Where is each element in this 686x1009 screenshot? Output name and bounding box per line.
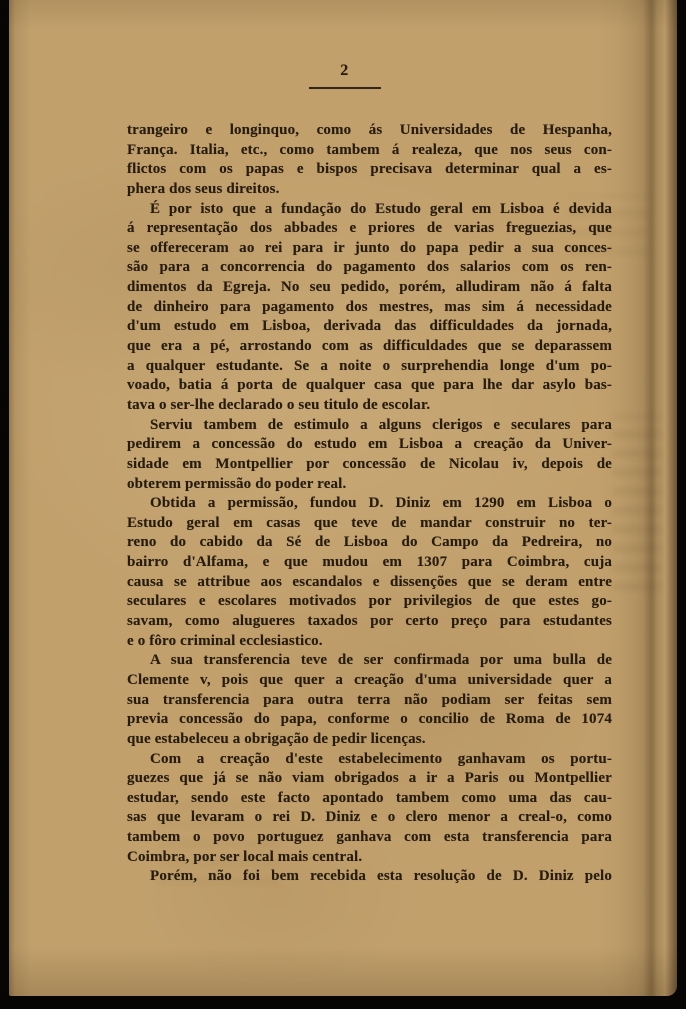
text-line: França. Italia, etc., como tambem á realeza, que nos seus con- bbox=[127, 141, 612, 158]
text-line: previa concessão do papa, conforme o concilio de Roma de 1074 bbox=[127, 711, 612, 728]
bleed-through-smudge bbox=[613, 415, 661, 590]
text-line: sas que levaram o rei D. Diniz e o clero menor a creal-o, como bbox=[127, 809, 612, 826]
text-line: dimentos da Egreja. No seu pedido, porém, alludiram não á falta bbox=[127, 279, 612, 296]
text-line: guezes que já se não viam obrigados a ir a Paris ou Montpellier bbox=[127, 770, 612, 787]
paragraph bbox=[127, 416, 612, 495]
text-line: Serviu tambem de estimulo a alguns clerigos e seculares para bbox=[150, 416, 612, 433]
page-number-rule bbox=[309, 87, 381, 89]
text-line: a qualquer estudante. Se a noite o surprehendia longe d'um po- bbox=[127, 357, 612, 374]
text-line: voado, batia á porta de qualquer casa que para lhe dar asylo bas- bbox=[127, 377, 612, 394]
paragraph bbox=[127, 651, 612, 749]
text-line: que era a pé, arrostando com as difficuldades que se deparassem bbox=[127, 338, 612, 355]
text-line: e o fôro criminal ecclesiastico. bbox=[127, 632, 323, 649]
text-line: tava o ser-lhe declarado o seu titulo de escolar. bbox=[127, 396, 431, 413]
text-line: obterem permissão do poder real. bbox=[127, 475, 347, 492]
text-line: savam, como alugueres taxados por certo preço para estudantes bbox=[127, 613, 612, 630]
page-header bbox=[102, 62, 587, 89]
paragraph bbox=[127, 494, 612, 651]
text-line: sidade em Montpellier por concessão de Nicolau iv, depois de bbox=[127, 455, 612, 472]
text-line: É por isto que a fundação do Estudo geral em Lisboa é devida bbox=[150, 200, 612, 217]
text-line: á representação dos abbades e priores de varias freguezias, que bbox=[127, 220, 612, 237]
text-line: d'um estudo em Lisboa, derivada das difficuldades da jornada, bbox=[127, 318, 612, 335]
text-line: estudar, sendo este facto apontado tambem como uma das cau- bbox=[127, 789, 612, 806]
text-line: phera dos seus direitos. bbox=[127, 180, 280, 197]
paragraph bbox=[127, 750, 612, 868]
text-line: bairro d'Alfama, e que mudou em 1307 para Coimbra, cuja bbox=[127, 554, 612, 571]
text-line: seculares e escolares motivados por privilegios de que estes go- bbox=[127, 593, 612, 610]
text-line: flictos com os papas e bispos precisava determinar qual a es- bbox=[127, 161, 612, 178]
text-line: que estabeleceu a obrigação de pedir licenças. bbox=[127, 730, 426, 747]
text-line: Estudo geral em casas que teve de mandar construir no ter- bbox=[127, 514, 612, 531]
text-line: Obtida a permissão, fundou D. Diniz em 1290 em Lisboa o bbox=[150, 495, 612, 512]
paragraph bbox=[127, 867, 612, 887]
text-line: se offereceram ao rei para ir junto do papa pedir a sua conces- bbox=[127, 239, 612, 256]
paragraph bbox=[127, 200, 612, 416]
text-line: trangeiro e longinquo, como ás Universidades de Hespanha, bbox=[127, 122, 612, 138]
text-line: reno do cabido da Sé de Lisboa do Campo da Pedreira, no bbox=[127, 534, 612, 551]
text-line: Clemente v, pois que quer a creação d'uma universidade quer a bbox=[127, 671, 612, 688]
page-text bbox=[127, 121, 612, 887]
text-line: Porém, não foi bem recebida esta resolução de D. Diniz pelo bbox=[150, 868, 612, 885]
text-line: pedirem a concessão do estudo em Lisboa a creação da Univer- bbox=[127, 436, 612, 453]
text-line: tambem o povo portuguez ganhava com esta transferencia para bbox=[127, 829, 612, 846]
text-line: causa se attribue aos escandalos e dissenções que se deram entre bbox=[127, 573, 612, 590]
text-line: Coimbra, por ser local mais central. bbox=[127, 848, 363, 865]
paper-sheet bbox=[9, 0, 677, 996]
text-line: Com a creação d'este estabelecimento ganhavam os portu- bbox=[150, 750, 612, 767]
text-line: são para a concorrencia do pagamento dos salarios com os ren- bbox=[127, 259, 612, 276]
text-line: A sua transferencia teve de ser confirmada por uma bulla de bbox=[150, 652, 612, 669]
paragraph bbox=[127, 121, 612, 200]
page-number: 2 bbox=[340, 62, 349, 79]
text-line: sua transferencia para outra terra não podiam ser feitas sem bbox=[127, 691, 612, 708]
text-line: de dinheiro para pagamento dos mestres, mas sim á necessidade bbox=[127, 298, 612, 315]
